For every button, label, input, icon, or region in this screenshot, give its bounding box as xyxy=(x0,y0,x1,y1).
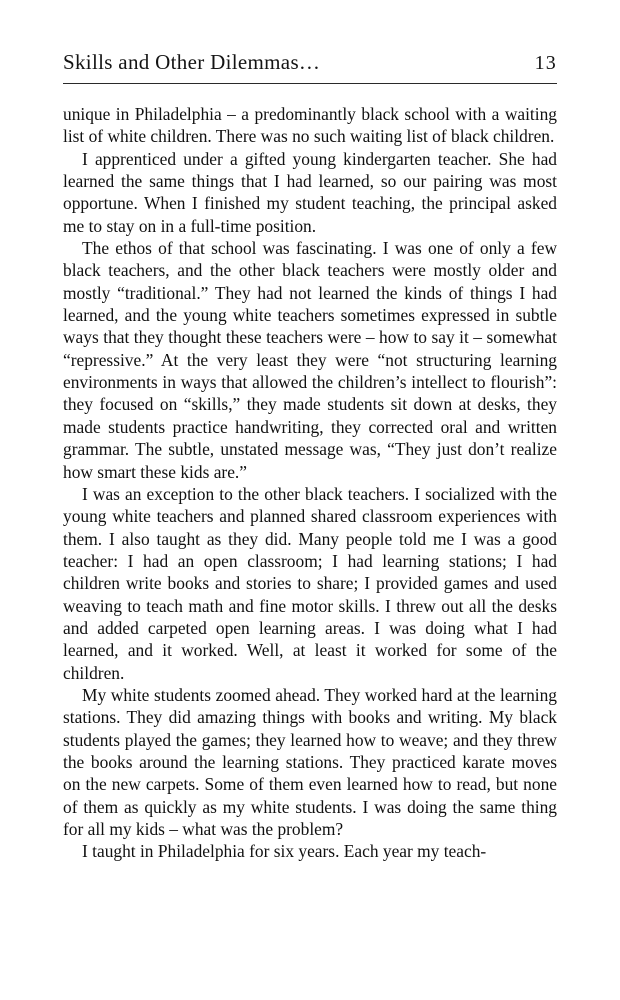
para-white-students-zoomed: My white students zoomed ahead. They worked hard at the learning stations. They did amazing things with books and writing. My black students played the games; they learned how to weave; and they threw the books around the learning stations. They practiced karate moves on the new carpets. Some of them even learned how to read, but none of them as quickly as my white students. I was doing the same thing for all my kids – what was the problem? xyxy=(63,684,557,839)
para-ethos-of-school: The ethos of that school was fascinating. I was one of only a few black teachers, and the other black teachers were mostly older and mostly “traditional.” They had not learned the kinds of things I had learned, and the young white teachers sometimes expressed in subtle ways that they thought these teachers were – how to say it – somewhat “repressive.” At the very least they were “not structuring learning environments in ways that allowed the children’s intellect to flourish”: they focused on “skills,” they made students sit down at desks, they made students practice handwriting, they corrected oral and written grammar. The subtle, unstated message was, “They just don’t realize how smart these kids are.” xyxy=(63,238,557,482)
para-philadelphia-waiting-list: unique in Philadelphia – a predominantly black school with a waiting list of white children. There was no such waiting list of black children. xyxy=(63,104,557,147)
header-rule xyxy=(63,83,557,84)
body-text-block xyxy=(63,103,557,863)
para-exception-socialized: I was an exception to the other black teachers. I socialized with the young white teachers and planned shared classroom experiences with them. I also taught as they did. Many people told me I was a good teacher: I had an open classroom; I had learning stations; I had children write books and stories to share; I provided games and used weaving to teach math and fine motor skills. I threw out all the desks and added carpeted open learning areas. I was doing what I had learned, and it worked. Well, at least it worked for some of the children. xyxy=(63,483,557,683)
para-taught-six-years: I taught in Philadelphia for six years. Each year my teach- xyxy=(82,841,487,862)
para-apprenticed-kindergarten: I apprenticed under a gifted young kindergarten teacher. She had learned the same things that I had learned, so our pairing was most opportune. When I finished my student teaching, the principal asked me to stay on in a full-time position. xyxy=(63,148,557,236)
running-head xyxy=(63,50,557,75)
running-head-title: Skills and Other Dilemmas… xyxy=(63,50,321,74)
page-number: 13 xyxy=(534,52,557,74)
